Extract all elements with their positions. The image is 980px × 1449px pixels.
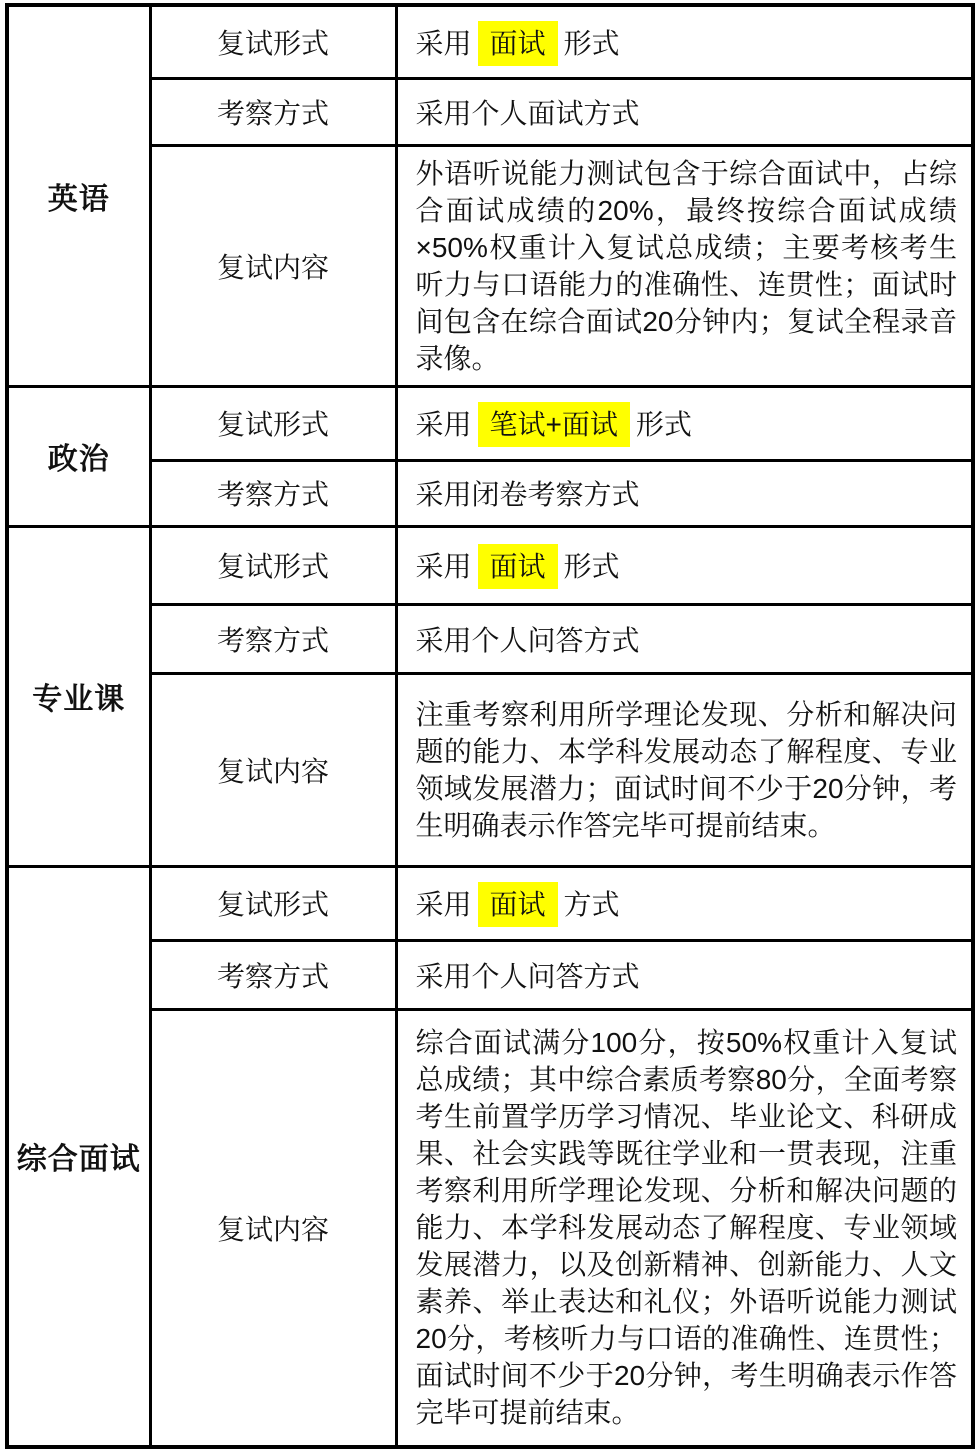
content-text: 外语听说能力测试包含于综合面试中，占综合面试成绩的20%，最终按综合面试成绩×50%权重计入复试总成绩；主要考核考生听力与口语能力的准确性、连贯性；面试时间包含在综合面试20分钟内；复试全程录音录像。 [415, 157, 957, 374]
content-text: 采用个人面试方式 [415, 97, 640, 129]
row-label-cell: 考察方式 [150, 78, 396, 145]
content-cell [396, 526, 973, 604]
row-label-cell: 考察方式 [150, 460, 396, 526]
content-text: 采用个人问答方式 [415, 624, 640, 656]
content-text: 采用 [415, 551, 472, 582]
table-row [7, 5, 973, 78]
content-text: 采用 [415, 409, 472, 440]
table-row [7, 526, 973, 604]
subject-cell-comprehensive-interview: 综合面试 [7, 866, 150, 1447]
table-row [7, 1009, 973, 1447]
table-row [7, 940, 973, 1009]
highlight-mark: 面试 [478, 544, 558, 589]
content-cell [396, 460, 973, 526]
row-label-cell: 考察方式 [150, 604, 396, 673]
highlight-mark: 面试 [478, 882, 558, 927]
content-text: 形式 [563, 551, 620, 582]
row-label-cell: 复试形式 [150, 386, 396, 460]
row-label-cell: 复试内容 [150, 673, 396, 866]
table-row [7, 460, 973, 526]
content-text: 形式 [635, 409, 692, 440]
content-text: 形式 [563, 27, 620, 59]
table-row [7, 604, 973, 673]
row-label-cell: 复试内容 [150, 145, 396, 386]
subject-cell-politics: 政治 [7, 386, 150, 526]
subject-cell-major-course: 专业课 [7, 526, 150, 866]
table-row [7, 78, 973, 145]
table-row [7, 386, 973, 460]
content-cell [396, 866, 973, 940]
content-cell [396, 145, 973, 386]
row-label-cell: 复试形式 [150, 526, 396, 604]
content-text: 采用 [415, 889, 472, 920]
content-text: 采用个人问答方式 [415, 960, 640, 992]
subject-cell-english: 英语 [7, 5, 150, 386]
content-text: 注重考察利用所学理论发现、分析和解决问题的能力、本学科发展动态了解程度、专业领域发展潜力；面试时间不少于20分钟，考生明确表示作答完毕可提前结束。 [415, 698, 957, 841]
table-row [7, 673, 973, 866]
row-label-cell: 考察方式 [150, 940, 396, 1009]
content-cell [396, 940, 973, 1009]
row-label-cell: 复试形式 [150, 5, 396, 78]
content-cell [396, 604, 973, 673]
fushi-arrangement-table [5, 3, 975, 1449]
table-row [7, 866, 973, 940]
highlight-mark: 面试 [478, 21, 558, 66]
row-label-cell: 复试形式 [150, 866, 396, 940]
content-cell [396, 673, 973, 866]
content-text: 综合面试满分100分，按50%权重计入复试总成绩；其中综合素质考察80分，全面考察考生前置学历学习情况、毕业论文、科研成果、社会实践等既往学业和一贯表现，注重考察利用所学理论发现、分析和解决问题的能力、本学科发展动态了解程度、专业领域发展潜力，以及创新精神、创新能力、人文素养、举止表达和礼仪；外语听说能力测试20分，考核听力与口语的准确性、连贯性；面试时间不少于20分钟，考生明确表示作答完毕可提前结束。 [415, 1027, 957, 1429]
content-cell [396, 5, 973, 78]
content-cell [396, 1009, 973, 1447]
content-text: 采用闭卷考察方式 [415, 479, 640, 510]
highlight-mark: 笔试+面试 [478, 402, 630, 447]
content-text: 采用 [415, 27, 472, 59]
content-cell [396, 78, 973, 145]
row-label-cell: 复试内容 [150, 1009, 396, 1447]
table-row [7, 145, 973, 386]
content-text: 方式 [563, 889, 620, 920]
content-cell [396, 386, 973, 460]
